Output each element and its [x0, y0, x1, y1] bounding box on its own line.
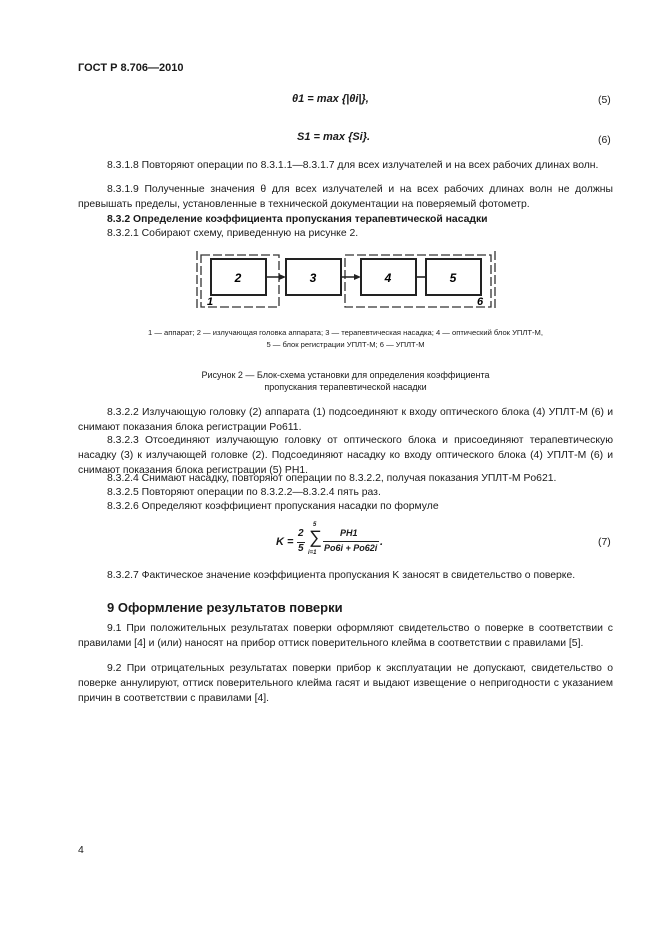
section-8-3-2-title: 8.3.2 Определение коэффициента пропускания терапевтической насадки	[107, 214, 488, 225]
formula-7-sum-bottom: i=1	[308, 550, 317, 556]
page-number: 4	[78, 845, 84, 856]
arrow-head-3-4	[354, 274, 361, 280]
paragraph-9-1: 9.1 При положительных результатах поверки оформляют свидетельство о поверке в соответствии с правилами [4] и (или) наносят на прибор оттиск поверительного клейма в соответствии с правилами [5].	[78, 623, 613, 649]
formula-6-number: (6)	[598, 135, 611, 146]
figure-legend-line-1: 1 — аппарат; 2 — излучающая головка аппарата; 3 — терапевтическая насадка; 4 — оптический блок УПЛТ-М,	[148, 328, 543, 337]
formula-7-coef-den: 5	[298, 543, 304, 554]
paragraph-8-3-1-8: 8.3.1.8 Повторяют операции по 8.3.1.1—8.3.1.7 для всех излучателей и на всех рабочих длинах волн.	[107, 160, 599, 171]
figure-caption-line-1: Рисунок 2 — Блок-схема установки для определения коэффициента	[201, 370, 490, 380]
formula-7-sigma: ∑	[309, 527, 322, 547]
block-4-label: 4	[384, 271, 392, 285]
document-header: ГОСТ Р 8.706—2010	[78, 62, 184, 74]
section-9-title: 9 Оформление результатов поверки	[107, 600, 343, 615]
paragraph-8-3-2-7: 8.3.2.7 Фактическое значение коэффициента пропускания K заносят в свидетельство о поверке.	[107, 570, 576, 581]
block-2-label: 2	[234, 271, 242, 285]
paragraph-8-3-1-9: 8.3.1.9 Полученные значения θ для всех излучателей и на всех рабочих длинах волн не должны превышать пределы, установленные в технической документации на поверяемый фотометр.	[78, 184, 613, 210]
block-5-label: 5	[449, 271, 457, 285]
formula-7-sum-top: 5	[313, 522, 317, 528]
formula-5-number: (5)	[598, 95, 611, 106]
group-6-label: 6	[477, 296, 484, 308]
paragraph-8-3-2-3: 8.3.2.3 Отсоединяют излучающую головку от оптического блока и присоединяют терапевтическую насадку (3) к излучающей головке (2). Подсоединяют насадку ко входу оптического блока (4) УПЛТ-М (6) и снимают показания блока регистрации (5) PН1.	[78, 435, 613, 476]
formula-7-dot: .	[380, 536, 384, 548]
formula-7	[270, 523, 400, 563]
formula-7-number: (7)	[598, 537, 611, 548]
block-diagram	[195, 247, 505, 315]
figure-caption-line-2: пропускания терапевтической насадки	[264, 382, 427, 392]
paragraph-8-3-2-1: 8.3.2.1 Собирают схему, приведенную на рисунке 2.	[107, 228, 359, 239]
formula-6: S1 = max {Si}.	[297, 131, 371, 143]
formula-7-lhs: K =	[276, 536, 294, 548]
paragraph-9-2: 9.2 При отрицательных результатах поверки прибор к эксплуатации не допускают, свидетельство о поверке аннулируют, оттиск поверительного клейма гасят и выдают извещение о непригодности с указанием причин в соответствии с правилами [4].	[78, 663, 613, 704]
figure-legend-line-2: 5 — блок регистрации УПЛТ-М; 6 — УПЛТ-М	[266, 340, 425, 349]
formula-7-frac-num: PН1	[340, 528, 358, 538]
formula-5: θ1 = max {|θi|},	[292, 93, 369, 105]
formula-7-coef-num: 2	[298, 528, 304, 539]
paragraph-8-3-2-4: 8.3.2.4 Снимают насадку, повторяют операции по 8.3.2.2, получая показания УПЛТ-М Pо621.	[107, 473, 557, 484]
block-3-label: 3	[309, 271, 317, 285]
paragraph-8-3-2-5: 8.3.2.5 Повторяют операции по 8.3.2.2—8.3.2.4 пять раз.	[107, 487, 381, 498]
group-1-label: 1	[207, 296, 214, 308]
formula-7-frac-den: Pо6i + Pо62i	[324, 543, 378, 553]
formula-7-frac-bar	[323, 541, 379, 542]
arrow-head-2-3	[279, 274, 286, 280]
paragraph-8-3-2-6: 8.3.2.6 Определяют коэффициент пропускания насадки по формуле	[107, 501, 439, 512]
paragraph-8-3-2-2: 8.3.2.2 Излучающую головку (2) аппарата (1) подсоединяют к входу оптического блока (4) УПЛТ-М (6) и снимают показания блока регистрации Pо611.	[78, 407, 613, 433]
